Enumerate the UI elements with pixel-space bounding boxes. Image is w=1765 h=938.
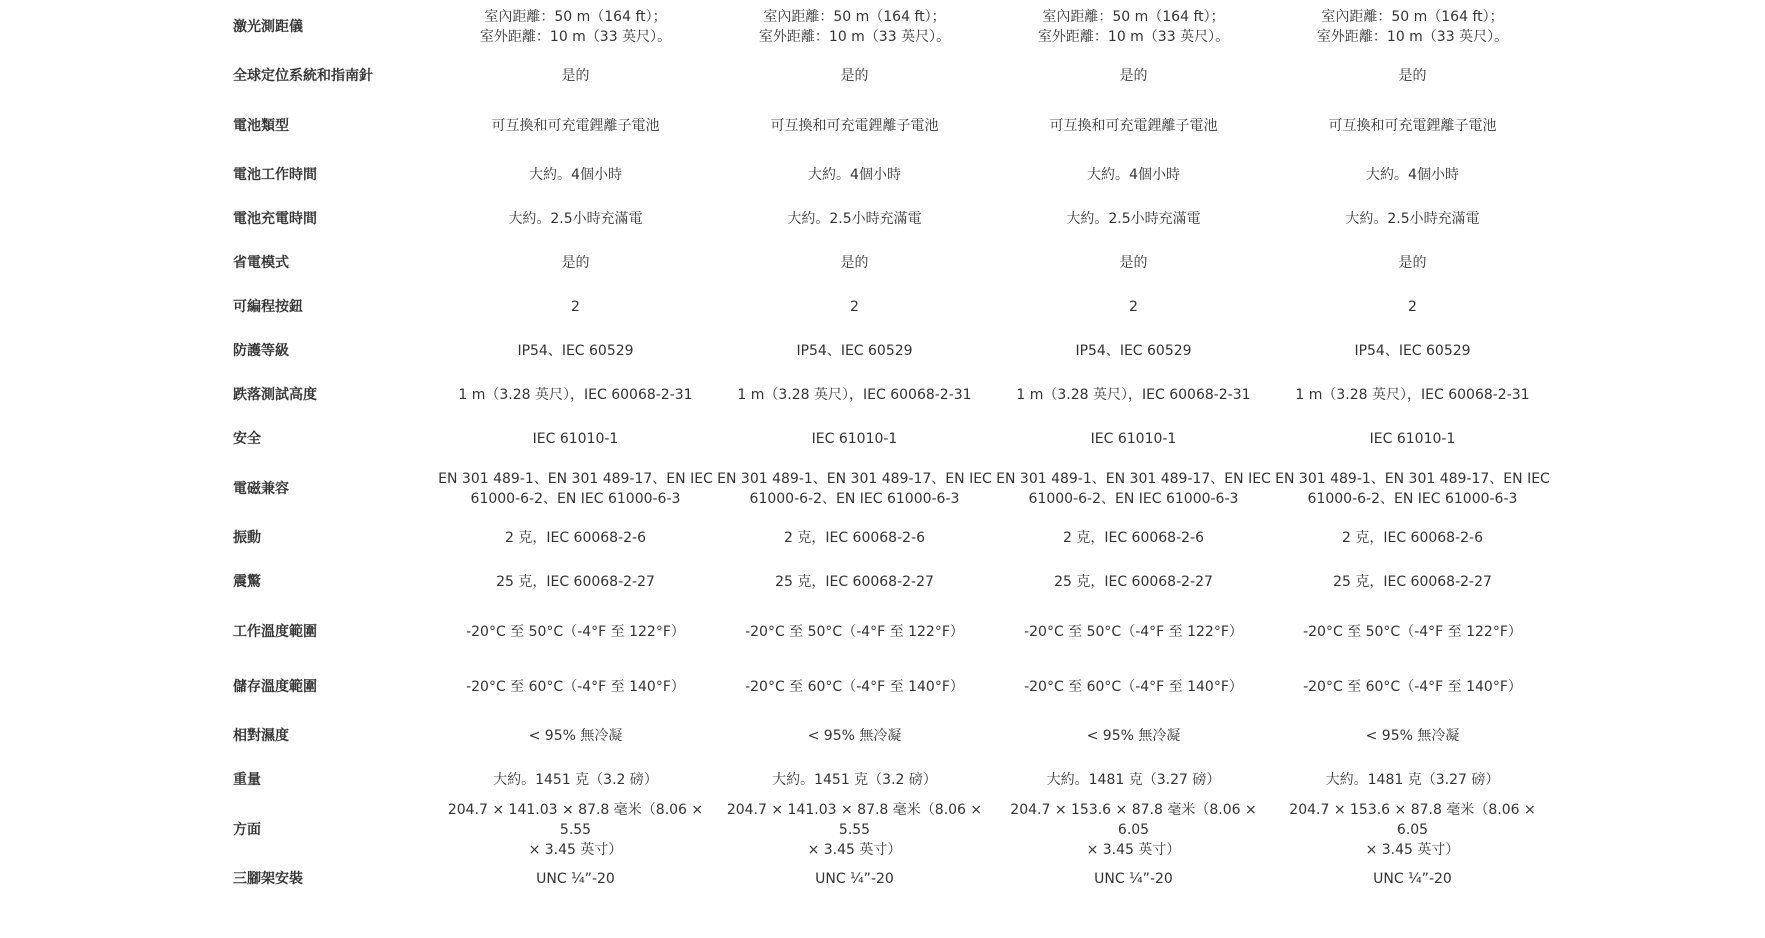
cell-col-2: 2 克，IEC 60068-2-6	[783, 530, 925, 546]
cell-col-4: EN 301 489-1、EN 301 489-17、EN IEC 61000-6-2、EN IEC 61000-6-3	[1275, 470, 1550, 507]
spec-row-weight	[0, 758, 1765, 802]
row-label: 電池工作時間	[233, 167, 317, 183]
cell-col-3: 大約。2.5小時充滿電	[1066, 211, 1201, 227]
cell-col-3: 2 克，IEC 60068-2-6	[1062, 530, 1204, 546]
cell-col-4: 是的	[1398, 255, 1427, 271]
cell-col-2: 大約。4個小時	[808, 167, 901, 183]
row-label: 相對濕度	[233, 728, 289, 744]
cell-col-1: < 95% 無冷凝	[528, 728, 623, 744]
row-label: 電池類型	[233, 117, 289, 134]
spec-row-storage-temp	[0, 659, 1765, 714]
cell-col-3: 204.7 × 153.6 × 87.8 毫米（8.06 × 6.05 × 3.45 英寸）	[1010, 801, 1257, 858]
spec-row-laser-rangefinder	[0, 0, 1765, 54]
row-label: 激光測距儀	[233, 19, 303, 35]
cell-col-2: 是的	[840, 68, 869, 84]
row-label: 方面	[233, 821, 261, 838]
cell-col-1: 2	[571, 299, 580, 315]
cell-col-2: IP54、IEC 60529	[796, 343, 913, 359]
row-label: 可編程按鈕	[233, 299, 303, 315]
cell-col-1: UNC ¼”-20	[536, 871, 615, 887]
cell-col-2: 大約。1451 克（3.2 磅）	[772, 772, 937, 788]
cell-col-4: -20°C 至 50°C（-4°F 至 122°F）	[1303, 623, 1522, 640]
cell-col-1: IP54、IEC 60529	[517, 343, 634, 359]
cell-col-1: 可互換和可充電鋰離子電池	[491, 117, 660, 134]
cell-col-2: < 95% 無冷凝	[807, 728, 902, 744]
cell-col-3: IP54、IEC 60529	[1075, 343, 1192, 359]
spec-row-humidity	[0, 714, 1765, 758]
spec-row-shock	[0, 560, 1765, 604]
cell-col-3: 大約。1481 克（3.27 磅）	[1046, 772, 1221, 788]
cell-col-1: EN 301 489-1、EN 301 489-17、EN IEC 61000-6-2、EN IEC 61000-6-3	[438, 470, 713, 507]
cell-col-1: 大約。2.5小時充滿電	[508, 211, 643, 227]
cell-col-2: 2	[850, 299, 859, 315]
cell-col-3: 可互換和可充電鋰離子電池	[1049, 117, 1218, 134]
cell-col-3: EN 301 489-1、EN 301 489-17、EN IEC 61000-6-2、EN IEC 61000-6-3	[996, 470, 1271, 507]
cell-col-4: 25 克，IEC 60068-2-27	[1333, 574, 1492, 590]
spec-row-battery-type	[0, 98, 1765, 153]
row-label: 全球定位系統和指南針	[233, 68, 373, 84]
cell-col-3: UNC ¼”-20	[1094, 871, 1173, 887]
cell-col-3: 大約。4個小時	[1087, 167, 1180, 183]
cell-col-2: UNC ¼”-20	[815, 871, 894, 887]
spec-row-emc	[0, 461, 1765, 516]
cell-col-3: -20°C 至 60°C（-4°F 至 140°F）	[1024, 678, 1243, 695]
cell-col-2: -20°C 至 50°C（-4°F 至 122°F）	[745, 623, 964, 640]
cell-col-4: 2 克，IEC 60068-2-6	[1341, 530, 1483, 546]
spec-row-safety	[0, 417, 1765, 461]
cell-col-3: 是的	[1119, 68, 1148, 84]
cell-col-3: 2	[1129, 299, 1138, 315]
row-label: 電磁兼容	[233, 480, 289, 497]
cell-col-1: -20°C 至 50°C（-4°F 至 122°F）	[466, 623, 685, 640]
row-label: 儲存溫度範圍	[233, 678, 317, 695]
row-label: 重量	[233, 772, 261, 788]
cell-col-2: IEC 61010-1	[811, 431, 898, 447]
cell-col-2: 25 克，IEC 60068-2-27	[775, 574, 934, 590]
cell-col-3: 室內距離：50 m（164 ft）； 室外距離：10 m（33 英尺）。	[1037, 9, 1230, 45]
cell-col-4: 大約。1481 克（3.27 磅）	[1325, 772, 1500, 788]
cell-col-4: 大約。2.5小時充滿電	[1345, 211, 1480, 227]
row-label: 震驚	[233, 574, 261, 590]
cell-col-3: < 95% 無冷凝	[1086, 728, 1181, 744]
spec-row-programmable-buttons	[0, 285, 1765, 329]
cell-col-4: 2	[1408, 299, 1417, 315]
spec-row-operating-temp	[0, 604, 1765, 659]
cell-col-1: -20°C 至 60°C（-4°F 至 140°F）	[466, 678, 685, 695]
cell-col-3: IEC 61010-1	[1090, 431, 1177, 447]
cell-col-2: -20°C 至 60°C（-4°F 至 140°F）	[745, 678, 964, 695]
cell-col-2: EN 301 489-1、EN 301 489-17、EN IEC 61000-6-2、EN IEC 61000-6-3	[717, 470, 992, 507]
spec-row-battery-charge-time	[0, 197, 1765, 241]
cell-col-1: 大約。1451 克（3.2 磅）	[493, 772, 658, 788]
spec-row-dimensions	[0, 802, 1765, 857]
cell-col-3: 25 克，IEC 60068-2-27	[1054, 574, 1213, 590]
spec-row-tripod-mount	[0, 857, 1765, 901]
cell-col-4: 大約。4個小時	[1366, 167, 1459, 183]
cell-col-2: 1 m（3.28 英尺），IEC 60068-2-31	[737, 387, 972, 403]
row-label: 工作溫度範圍	[233, 623, 317, 640]
cell-col-1: 是的	[561, 255, 590, 271]
cell-col-4: IEC 61010-1	[1369, 431, 1456, 447]
row-label: 省電模式	[233, 255, 289, 271]
row-label: 三腳架安裝	[233, 871, 303, 887]
row-label: 安全	[233, 431, 261, 447]
cell-col-1: 大約。4個小時	[529, 167, 622, 183]
cell-col-3: 是的	[1119, 255, 1148, 271]
spec-row-gps-compass	[0, 54, 1765, 98]
cell-col-2: 是的	[840, 255, 869, 271]
cell-col-4: 是的	[1398, 68, 1427, 84]
cell-col-4: UNC ¼”-20	[1373, 871, 1452, 887]
cell-col-1: 204.7 × 141.03 × 87.8 毫米（8.06 × 5.55 × 3.45 英寸）	[447, 801, 704, 858]
cell-col-2: 大約。2.5小時充滿電	[787, 211, 922, 227]
row-label: 振動	[233, 530, 261, 546]
row-label: 跌落測試高度	[233, 387, 317, 403]
row-label: 防護等級	[233, 343, 289, 359]
cell-col-4: 1 m（3.28 英尺），IEC 60068-2-31	[1295, 387, 1530, 403]
cell-col-1: 1 m（3.28 英尺），IEC 60068-2-31	[458, 387, 693, 403]
cell-col-2: 204.7 × 141.03 × 87.8 毫米（8.06 × 5.55 × 3.45 英寸）	[726, 801, 983, 858]
spec-row-battery-runtime	[0, 153, 1765, 197]
cell-col-2: 室內距離：50 m（164 ft）； 室外距離：10 m（33 英尺）。	[758, 9, 951, 45]
spec-row-protection-rating	[0, 329, 1765, 373]
cell-col-4: IP54、IEC 60529	[1354, 343, 1471, 359]
cell-col-4: -20°C 至 60°C（-4°F 至 140°F）	[1303, 678, 1522, 695]
cell-col-1: 2 克，IEC 60068-2-6	[504, 530, 646, 546]
spec-row-power-saving	[0, 241, 1765, 285]
cell-col-3: -20°C 至 50°C（-4°F 至 122°F）	[1024, 623, 1243, 640]
cell-col-4: < 95% 無冷凝	[1365, 728, 1460, 744]
cell-col-1: 是的	[561, 68, 590, 84]
cell-col-3: 1 m（3.28 英尺），IEC 60068-2-31	[1016, 387, 1251, 403]
cell-col-1: IEC 61010-1	[532, 431, 619, 447]
cell-col-4: 室內距離：50 m（164 ft）； 室外距離：10 m（33 英尺）。	[1316, 9, 1509, 45]
cell-col-1: 室內距離：50 m（164 ft）； 室外距離：10 m（33 英尺）。	[479, 9, 672, 45]
spec-row-drop-test	[0, 373, 1765, 417]
cell-col-1: 25 克，IEC 60068-2-27	[496, 574, 655, 590]
cell-col-4: 204.7 × 153.6 × 87.8 毫米（8.06 × 6.05 × 3.45 英寸）	[1289, 801, 1536, 858]
row-label: 電池充電時間	[233, 211, 317, 227]
spec-row-vibration	[0, 516, 1765, 560]
cell-col-2: 可互換和可充電鋰離子電池	[770, 117, 939, 134]
cell-col-4: 可互換和可充電鋰離子電池	[1328, 117, 1497, 134]
